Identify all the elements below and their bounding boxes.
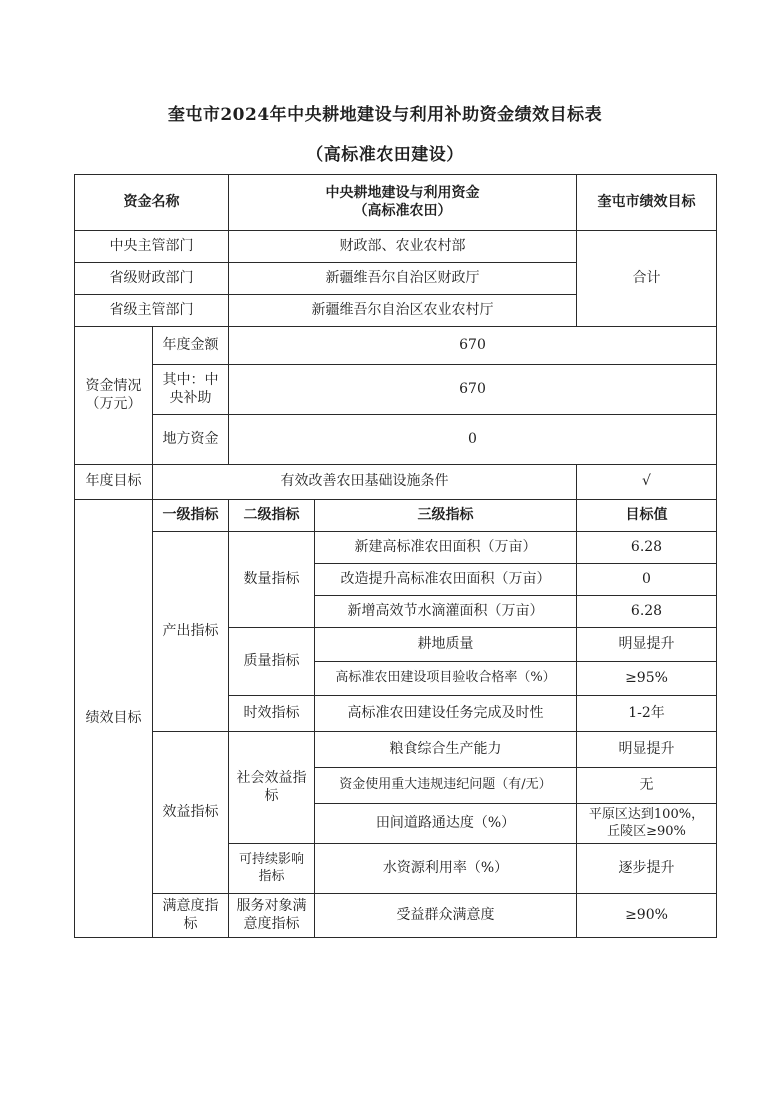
social-label-line2: 标 <box>264 787 279 804</box>
q2-value: 0 <box>577 564 717 596</box>
performance-target-table <box>74 174 717 938</box>
q2-name: 改造提升高标准农田面积（万亩） <box>315 564 577 596</box>
quantity-label: 数量指标 <box>229 532 315 628</box>
timeliness-label: 时效指标 <box>229 696 315 732</box>
fund-name-value <box>229 175 577 231</box>
service-label <box>229 894 315 938</box>
output-label: 产出指标 <box>153 532 229 732</box>
col-level3: 三级指标 <box>315 500 577 532</box>
table-row <box>75 532 717 564</box>
col-level1: 一级指标 <box>153 500 229 532</box>
prov-admin-label: 省级主管部门 <box>75 295 229 327</box>
social-label-line1: 社会效益指 <box>236 770 307 786</box>
table-row <box>75 415 717 465</box>
col-target: 目标值 <box>577 500 717 532</box>
q3-value: 6.28 <box>577 596 717 628</box>
s2-value: 无 <box>577 768 717 804</box>
su1-value: 逐步提升 <box>577 844 717 894</box>
ql1-value: 明显提升 <box>577 628 717 662</box>
fund-name-line1: 中央耕地建设与利用资金 <box>325 185 480 201</box>
annual-amount-label: 年度金额 <box>153 327 229 365</box>
funds-label-line1: 资金情况 <box>85 378 142 394</box>
s1-name: 粮食综合生产能力 <box>315 732 577 768</box>
sustain-label-line2: 指标 <box>258 868 285 884</box>
funds-label-line2: （万元） <box>85 395 142 412</box>
satisfaction-label-line2: 标 <box>183 915 198 932</box>
annual-amount-value: 670 <box>229 327 717 365</box>
prov-admin-value: 新疆维吾尔自治区农业农村厅 <box>229 295 577 327</box>
central-dept-label: 中央主管部门 <box>75 231 229 263</box>
col-level2: 二级指标 <box>229 500 315 532</box>
city-target-label: 奎屯市绩效目标 <box>577 175 717 231</box>
table-row <box>75 465 717 500</box>
annual-goal-text: 有效改善农田基础设施条件 <box>153 465 577 500</box>
t1-name: 高标准农田建设任务完成及时性 <box>315 696 577 732</box>
central-subsidy-line2: 央补助 <box>169 389 212 406</box>
central-subsidy-value: 670 <box>229 365 717 415</box>
satisfaction-label <box>153 894 229 938</box>
s2-name: 资金使用重大违规违纪问题（有/无） <box>315 768 577 804</box>
t1-value: 1-2年 <box>577 696 717 732</box>
funds-label <box>75 327 153 465</box>
table-row <box>75 231 717 263</box>
central-dept-value: 财政部、农业农村部 <box>229 231 577 263</box>
sa1-name: 受益群众满意度 <box>315 894 577 938</box>
sustain-label-line1: 可持续影响 <box>238 852 304 868</box>
table-row <box>75 894 717 938</box>
satisfaction-label-line1: 满意度指 <box>162 898 219 914</box>
quality-label: 质量指标 <box>229 628 315 696</box>
total-label: 合计 <box>577 231 717 327</box>
sustain-label <box>229 844 315 894</box>
su1-name: 水资源利用率（%） <box>315 844 577 894</box>
q1-name: 新建高标准农田面积（万亩） <box>315 532 577 564</box>
page-title: 奎屯市2024年中央耕地建设与利用补助资金绩效目标表 <box>167 105 603 125</box>
service-label-line2: 意度指标 <box>243 915 300 932</box>
fund-name-line2: （高标准农田） <box>353 202 452 219</box>
benefit-label: 效益指标 <box>153 732 229 894</box>
s1-value: 明显提升 <box>577 732 717 768</box>
service-label-line1: 服务对象满 <box>236 898 307 914</box>
central-subsidy-line1: 其中：中 <box>162 372 219 388</box>
ql2-name: 高标准农田建设项目验收合格率（%） <box>315 662 577 696</box>
local-funds-label: 地方资金 <box>153 415 229 465</box>
s3-name: 田间道路通达度（%） <box>315 804 577 844</box>
central-subsidy-label <box>153 365 229 415</box>
annual-goal-label: 年度目标 <box>75 465 153 500</box>
local-funds-value: 0 <box>229 415 717 465</box>
q1-value: 6.28 <box>577 532 717 564</box>
table-row <box>75 327 717 365</box>
s3-value-line1: 平原区达到100%， <box>588 807 705 823</box>
table-row <box>75 500 717 532</box>
annual-goal-mark: √ <box>577 465 717 500</box>
social-label <box>229 732 315 844</box>
prov-finance-value: 新疆维吾尔自治区财政厅 <box>229 263 577 295</box>
sa1-value: ≥90% <box>577 894 717 938</box>
performance-label: 绩效目标 <box>75 500 153 938</box>
table-row <box>75 175 717 231</box>
prov-finance-label: 省级财政部门 <box>75 263 229 295</box>
fund-name-label: 资金名称 <box>75 175 229 231</box>
page-subtitle: （高标准农田建设） <box>306 145 464 165</box>
table-row <box>75 365 717 415</box>
ql1-name: 耕地质量 <box>315 628 577 662</box>
s3-value-line2: 丘陵区≥90% <box>607 823 686 839</box>
q3-name: 新增高效节水滴灌面积（万亩） <box>315 596 577 628</box>
s3-value <box>577 804 717 844</box>
table-row <box>75 732 717 768</box>
ql2-value: ≥95% <box>577 662 717 696</box>
